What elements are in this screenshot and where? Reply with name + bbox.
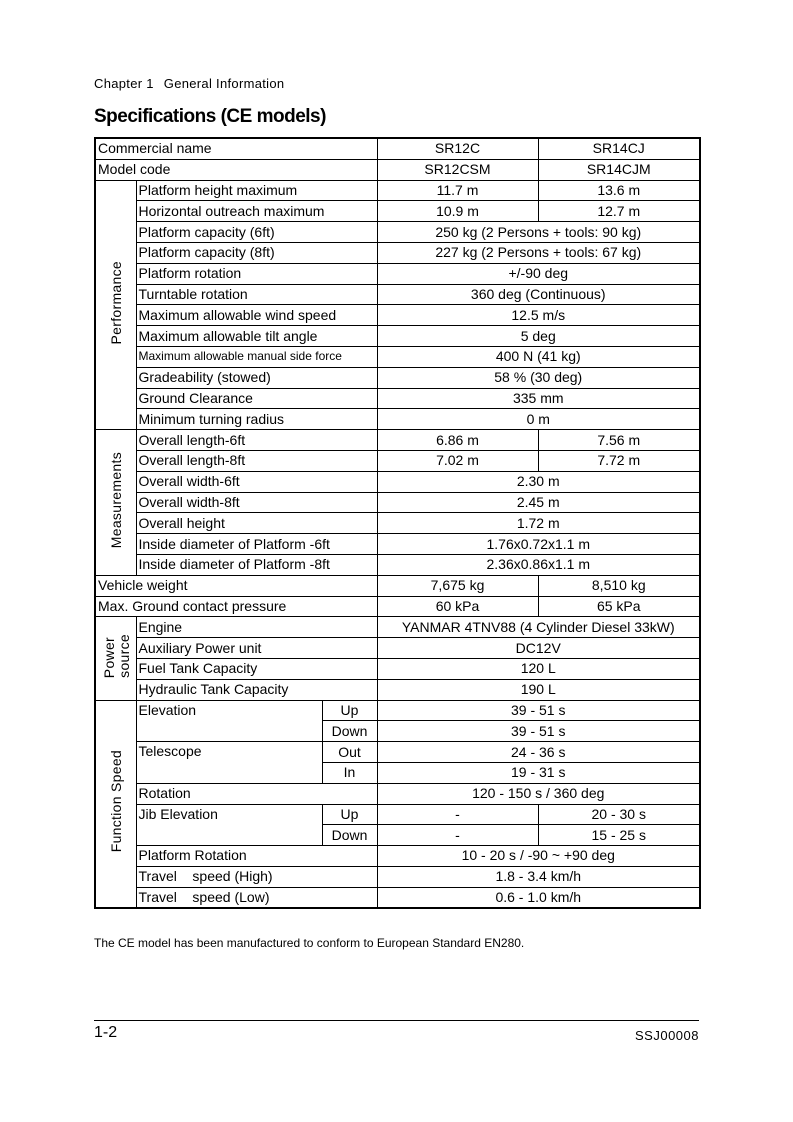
- row-label: Ground Clearance: [136, 388, 377, 409]
- row-label: Maximum allowable manual side force: [136, 346, 377, 367]
- table-row: [95, 180, 700, 201]
- footnote: The CE model has been manufactured to conform to European Standard EN280.: [94, 936, 525, 950]
- table-row: [95, 430, 700, 451]
- value-b-cell: 8,510 kg: [538, 575, 700, 596]
- table-row: [95, 450, 700, 471]
- table-row: [95, 284, 700, 305]
- model-a-cell: SR12CSM: [377, 159, 538, 180]
- table-row: [95, 367, 700, 388]
- value-cell: 360 deg (Continuous): [377, 284, 700, 305]
- page-title: Specifications (CE models): [94, 106, 326, 127]
- row-label: Hydraulic Tank Capacity: [136, 679, 377, 700]
- value-b-cell: 7.72 m: [538, 450, 700, 471]
- value-a-cell: 60 kPa: [377, 596, 538, 617]
- table-row: [95, 866, 700, 887]
- table-row: [95, 887, 700, 908]
- value-cell: DC12V: [377, 638, 700, 659]
- row-label: Travel speed (High): [136, 866, 377, 887]
- value-cell: YANMAR 4TNV88 (4 Cylinder Diesel 33kW): [377, 617, 700, 638]
- table-row: [95, 326, 700, 347]
- table-row: [95, 554, 700, 575]
- row-label: Travel speed (Low): [136, 887, 377, 908]
- value-cell: +/-90 deg: [377, 263, 700, 284]
- power-group-label-1: Power: [100, 636, 117, 678]
- value-cell: 10 - 20 s / -90 ~ +90 deg: [377, 846, 700, 867]
- row-label: Vehicle weight: [95, 575, 377, 596]
- row-label: Platform height maximum: [136, 180, 377, 201]
- table-row: [95, 388, 700, 409]
- table-row: [95, 804, 700, 825]
- table-row: [95, 263, 700, 284]
- value-cell: 335 mm: [377, 388, 700, 409]
- table-row: [95, 492, 700, 513]
- row-label: Turntable rotation: [136, 284, 377, 305]
- value-cell: 24 - 36 s: [377, 742, 700, 763]
- value-cell: 0.6 - 1.0 km/h: [377, 887, 700, 908]
- value-b-cell: 65 kPa: [538, 596, 700, 617]
- value-a-cell: -: [377, 804, 538, 825]
- row-label: Overall length-6ft: [136, 430, 377, 451]
- value-cell: 2.30 m: [377, 471, 700, 492]
- row-label: Horizontal outreach maximum: [136, 201, 377, 222]
- row-label: Overall width-8ft: [136, 492, 377, 513]
- row-label: Elevation: [136, 700, 322, 742]
- value-a-cell: 6.86 m: [377, 430, 538, 451]
- value-cell: 19 - 31 s: [377, 762, 700, 783]
- value-cell: 120 L: [377, 658, 700, 679]
- chapter-label: Chapter 1: [94, 76, 154, 91]
- row-label: Jib Elevation: [136, 804, 322, 846]
- row-label: Max. Ground contact pressure: [95, 596, 377, 617]
- row-label: Maximum allowable tilt angle: [136, 326, 377, 347]
- spec-table: [94, 137, 701, 909]
- section-label: General Information: [163, 76, 285, 91]
- chapter-header: [94, 76, 284, 91]
- table-row: [95, 575, 700, 596]
- direction-cell: Up: [322, 700, 377, 721]
- row-label: Maximum allowable wind speed: [136, 305, 377, 326]
- row-label: Rotation: [136, 783, 377, 804]
- value-b-cell: 20 - 30 s: [538, 804, 700, 825]
- value-cell: 190 L: [377, 679, 700, 700]
- table-row: [95, 471, 700, 492]
- row-label: Overall width-6ft: [136, 471, 377, 492]
- document-code: SSJ00008: [635, 1028, 699, 1043]
- row-label: Overall length-8ft: [136, 450, 377, 471]
- function-speed-group-label: Function Speed: [108, 750, 125, 853]
- table-row: [95, 596, 700, 617]
- value-a-cell: 7.02 m: [377, 450, 538, 471]
- model-a-cell: SR12C: [377, 138, 538, 159]
- value-cell: 12.5 m/s: [377, 305, 700, 326]
- value-b-cell: 7.56 m: [538, 430, 700, 451]
- value-b-cell: 15 - 25 s: [538, 825, 700, 846]
- value-a-cell: 10.9 m: [377, 201, 538, 222]
- performance-group: [95, 180, 136, 430]
- value-cell: 250 kg (2 Persons + tools: 90 kg): [377, 222, 700, 243]
- table-row: [95, 783, 700, 804]
- row-label: Auxiliary Power unit: [136, 638, 377, 659]
- table-row: [95, 638, 700, 659]
- table-row: [95, 513, 700, 534]
- value-cell: 39 - 51 s: [377, 721, 700, 742]
- row-label: Platform rotation: [136, 263, 377, 284]
- power-group-label-2: source: [115, 634, 132, 678]
- value-b-cell: 12.7 m: [538, 201, 700, 222]
- row-label: Telescope: [136, 742, 322, 784]
- value-cell: 1.8 - 3.4 km/h: [377, 866, 700, 887]
- table-row: [95, 700, 700, 721]
- value-cell: 2.45 m: [377, 492, 700, 513]
- function-speed-group: [95, 700, 136, 908]
- row-label: Minimum turning radius: [136, 409, 377, 430]
- table-row: [95, 346, 700, 367]
- value-cell: 0 m: [377, 409, 700, 430]
- value-a-cell: -: [377, 825, 538, 846]
- direction-cell: Out: [322, 742, 377, 763]
- value-cell: 227 kg (2 Persons + tools: 67 kg): [377, 242, 700, 263]
- power-source-group: [95, 617, 136, 700]
- table-row: [95, 222, 700, 243]
- footer-divider: [94, 1020, 699, 1021]
- table-row: [95, 846, 700, 867]
- model-b-cell: SR14CJM: [538, 159, 700, 180]
- value-b-cell: 13.6 m: [538, 180, 700, 201]
- row-label: Fuel Tank Capacity: [136, 658, 377, 679]
- value-cell: 58 % (30 deg): [377, 367, 700, 388]
- value-cell: 1.72 m: [377, 513, 700, 534]
- direction-cell: Down: [322, 825, 377, 846]
- row-label: Platform capacity (6ft): [136, 222, 377, 243]
- value-cell: 5 deg: [377, 326, 700, 347]
- row-label: Commercial name: [95, 138, 377, 159]
- row-label: Gradeability (stowed): [136, 367, 377, 388]
- row-label: Engine: [136, 617, 377, 638]
- row-label: Inside diameter of Platform -6ft: [136, 534, 377, 555]
- table-row: [95, 159, 700, 180]
- table-row: [95, 409, 700, 430]
- value-cell: 1.76x0.72x1.1 m: [377, 534, 700, 555]
- value-cell: 400 N (41 kg): [377, 346, 700, 367]
- table-row: [95, 742, 700, 763]
- table-row: [95, 138, 700, 159]
- value-cell: 120 - 150 s / 360 deg: [377, 783, 700, 804]
- table-row: [95, 679, 700, 700]
- row-label: Platform Rotation: [136, 846, 377, 867]
- measurements-group: [95, 430, 136, 576]
- table-row: [95, 305, 700, 326]
- table-row: [95, 201, 700, 222]
- table-row: [95, 617, 700, 638]
- performance-group-label: Performance: [108, 260, 125, 345]
- direction-cell: In: [322, 762, 377, 783]
- row-label: Platform capacity (8ft): [136, 242, 377, 263]
- row-label: Overall height: [136, 513, 377, 534]
- model-b-cell: SR14CJ: [538, 138, 700, 159]
- direction-cell: Down: [322, 721, 377, 742]
- row-label: Model code: [95, 159, 377, 180]
- table-row: [95, 658, 700, 679]
- value-cell: 39 - 51 s: [377, 700, 700, 721]
- measurements-group-label: Measurements: [108, 451, 125, 549]
- table-row: [95, 242, 700, 263]
- value-a-cell: 7,675 kg: [377, 575, 538, 596]
- row-label: Inside diameter of Platform -8ft: [136, 554, 377, 575]
- direction-cell: Up: [322, 804, 377, 825]
- table-row: [95, 534, 700, 555]
- value-a-cell: 11.7 m: [377, 180, 538, 201]
- value-cell: 2.36x0.86x1.1 m: [377, 554, 700, 575]
- page-number: 1-2: [94, 1024, 118, 1041]
